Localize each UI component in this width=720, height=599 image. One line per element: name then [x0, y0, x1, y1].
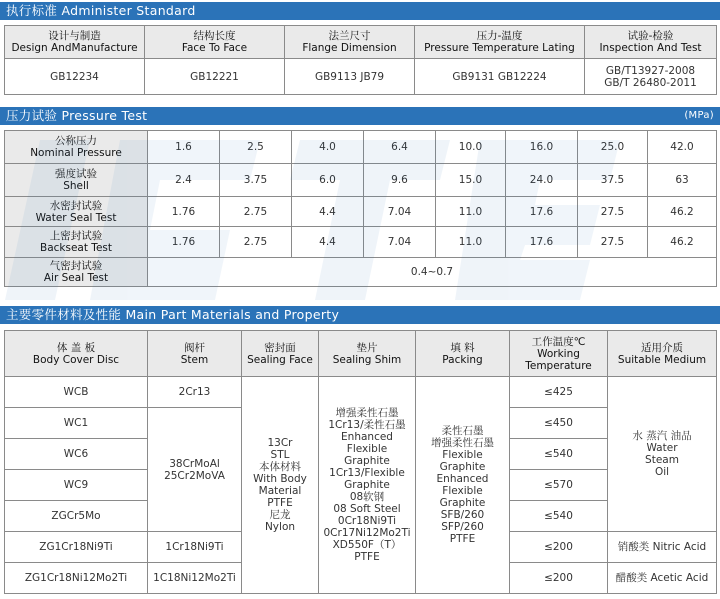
pressure-value-cell	[578, 197, 648, 227]
sealing-face-cell-text: 本体材料	[259, 461, 301, 473]
standard-header-cell-text: Flange Dimension	[302, 42, 397, 54]
standard-header-cell	[415, 26, 585, 59]
working-temp-cell	[510, 532, 608, 563]
pressure-row-label-text: Water Seal Test	[35, 211, 117, 224]
working-temp-cell	[510, 501, 608, 532]
pressure-value-cell	[578, 227, 648, 258]
sealing-shim-cell-text: Graphite	[344, 455, 390, 467]
pressure-row-label-text: Shell	[63, 180, 89, 192]
materials-header-cell-text: Sealing Shim	[332, 353, 402, 366]
standard-header-cell-text: Face To Face	[181, 42, 248, 54]
sealing-face-cell-text: STL	[270, 449, 290, 461]
pressure-value-cell-text: 24.0	[529, 174, 554, 186]
materials-header-cell	[608, 331, 717, 377]
stem-cell-text: 38CrMoAl	[169, 457, 220, 470]
sealing-shim-cell-text: 1Cr13/柔性石墨	[328, 419, 406, 431]
working-temp-cell-text: ≤200	[544, 541, 573, 553]
standard-header-cell-text: 设计与制造	[48, 30, 101, 42]
materials-header-cell-text: Body Cover Disc	[32, 353, 120, 366]
sealing-shim-cell-text: PTFE	[354, 551, 380, 563]
pressure-row-label	[5, 164, 148, 197]
pressure-value-cell-text: 2.75	[243, 205, 268, 218]
air-seal-value-cell	[148, 258, 717, 287]
materials-header-cell	[319, 331, 416, 377]
standard-header-cell	[585, 26, 717, 59]
stem-cell	[148, 408, 242, 532]
pressure-value-cell	[148, 227, 220, 258]
body-material-cell	[5, 532, 148, 563]
working-temp-cell-text: ≤200	[544, 572, 573, 584]
packing-cell-text: Enhanced	[436, 473, 489, 485]
medium-cell-text: 水 蒸汽 油品	[632, 430, 692, 442]
sealing-shim-cell-text: 0Cr17Ni12Mo2Ti	[323, 527, 411, 539]
sealing-shim-cell-text: Flexible	[346, 443, 388, 455]
pressure-value-cell	[506, 197, 578, 227]
standard-value-cell-text: GB9113 JB79	[314, 70, 385, 83]
materials-header-cell-text: 密封面	[264, 341, 296, 354]
table-row	[5, 377, 717, 408]
pressure-value-cell	[220, 164, 292, 197]
pressure-value-cell-text: 2.5	[247, 141, 264, 153]
body-material-cell-text: ZG1Cr18Ni12Mo2Ti	[24, 572, 128, 584]
pressure-value-cell	[436, 197, 506, 227]
body-material-cell	[5, 470, 148, 501]
materials-header-cell-text: Packing	[442, 353, 483, 366]
working-temp-cell	[510, 408, 608, 439]
pressure-value-cell	[292, 227, 364, 258]
stem-cell-text: 1Cr18Ni9Ti	[165, 541, 224, 553]
standard-header-cell-text: 法兰尺寸	[328, 30, 371, 42]
table-row	[5, 197, 717, 227]
stem-cell-text: 1C18Ni12Mo2Ti	[153, 572, 236, 584]
packing-cell-text: Flexible	[442, 449, 483, 461]
section-title-text: 压力试验 Pressure Test	[6, 108, 148, 123]
standard-header-cell-text: Pressure Temperature Lating	[424, 42, 575, 54]
packing-cell-text: SFP/260	[441, 521, 484, 533]
packing-cell-text: SFB/260	[440, 509, 485, 521]
standard-value-cell	[585, 59, 717, 95]
table-header-row	[5, 331, 717, 377]
materials-header-cell	[416, 331, 510, 377]
section-title-pressure	[0, 107, 720, 125]
table-row	[5, 258, 717, 287]
medium-cell	[608, 563, 717, 594]
body-material-cell	[5, 501, 148, 532]
standard-value-cell-text: GB9131 GB12224	[452, 70, 547, 83]
pressure-row-label-text: 气密封试验	[49, 260, 103, 272]
pressure-value-cell	[578, 164, 648, 197]
pressure-value-cell-text: 46.2	[670, 205, 694, 218]
pressure-row-label-text: Backseat Test	[40, 242, 112, 254]
sealing-shim-cell-text: 08 Soft Steel	[333, 503, 401, 515]
standard-header-cell	[5, 26, 145, 59]
materials-header-cell-text: Stem	[180, 353, 209, 366]
sealing-shim-cell-text: Enhanced	[341, 431, 393, 443]
sealing-shim-cell-text: 0Cr18Ni9Ti	[337, 515, 397, 527]
pressure-value-cell	[148, 197, 220, 227]
sealing-face-cell-text: Material	[258, 485, 302, 497]
working-temp-cell-text: ≤450	[544, 417, 573, 429]
working-temp-cell	[510, 563, 608, 594]
standard-header-cell-text: Design AndManufacture	[11, 42, 138, 54]
unit-label: (MPa)	[684, 110, 714, 121]
pressure-row-label	[5, 197, 148, 227]
pressure-value-cell-text: 4.0	[319, 141, 336, 153]
working-temp-cell-text: ≤540	[544, 448, 573, 460]
standard-value-cell-text: GB/T 26480-2011	[604, 76, 697, 89]
packing-cell-text: 柔性石墨	[441, 425, 484, 437]
pressure-value-cell-text: 3.75	[243, 174, 268, 186]
sealing-face-cell	[242, 377, 319, 594]
pressure-value-cell	[220, 227, 292, 258]
medium-cell-text: Water	[646, 442, 678, 454]
pressure-value-cell	[364, 164, 436, 197]
medium-cell	[608, 532, 717, 563]
materials-header-cell-text: Temperature	[525, 359, 592, 372]
pressure-value-cell	[292, 164, 364, 197]
pressure-value-cell-text: 1.6	[175, 141, 192, 153]
pressure-value-cell	[148, 164, 220, 197]
standard-value-cell	[5, 59, 145, 95]
pressure-value-cell	[506, 164, 578, 197]
pressure-value-cell-text: 27.5	[600, 236, 625, 248]
medium-cell-text: 销酸类 Nitric Acid	[617, 541, 707, 553]
pressure-value-cell-text: 42.0	[670, 141, 694, 153]
sealing-shim-cell-text: 1Cr13/Flexible	[329, 467, 405, 479]
materials-header-cell-text: 填 料	[450, 341, 475, 354]
pressure-value-cell-text: 17.6	[529, 236, 554, 248]
materials-header-cell-text: Sealing Face	[247, 353, 313, 366]
medium-cell-text: Steam	[645, 454, 679, 466]
pressure-row-label-text: Nominal Pressure	[30, 147, 122, 159]
pressure-value-cell	[292, 197, 364, 227]
materials-header-cell	[510, 331, 608, 377]
pressure-value-cell	[364, 197, 436, 227]
sealing-face-cell-text: Nylon	[264, 521, 296, 533]
sealing-face-cell-text: 13Cr	[267, 437, 293, 449]
standard-value-cell	[415, 59, 585, 95]
pressure-row-label-text: 水密封试验	[49, 199, 103, 212]
stem-cell	[148, 563, 242, 594]
materials-header-cell-text: 阀杆	[184, 341, 205, 354]
pressure-value-cell-text: 25.0	[600, 141, 625, 153]
pressure-row-label	[5, 258, 148, 287]
body-material-cell	[5, 563, 148, 594]
pressure-table	[4, 130, 717, 287]
table-row	[5, 164, 717, 197]
materials-header-cell-text: 工作温度℃	[531, 335, 586, 348]
section-title-standard	[0, 2, 720, 20]
packing-cell-text: Flexible	[442, 485, 483, 497]
pressure-value-cell-text: 1.76	[171, 236, 196, 248]
body-material-cell	[5, 439, 148, 470]
packing-cell-text: PTFE	[449, 533, 476, 545]
standard-header-cell-text: 试验-检验	[627, 30, 674, 42]
stem-cell	[148, 532, 242, 563]
sealing-face-cell-text: With Body	[253, 473, 307, 485]
pressure-value-cell-text: 2.4	[175, 174, 192, 186]
pressure-value-cell-text: 7.04	[387, 236, 412, 248]
stem-cell	[148, 377, 242, 408]
body-material-cell-text: WC6	[63, 448, 89, 460]
pressure-value-cell-text: 4.4	[319, 236, 336, 248]
medium-cell	[608, 377, 717, 532]
sealing-shim-cell	[319, 377, 416, 594]
pressure-value-cell	[220, 131, 292, 164]
body-material-cell	[5, 408, 148, 439]
pressure-value-cell	[648, 131, 717, 164]
materials-header-cell-text: 垫片	[356, 341, 378, 354]
body-material-cell-text: ZGCr5Mo	[51, 510, 101, 522]
sealing-shim-cell-text: Graphite	[344, 479, 390, 491]
air-seal-value-cell-text: 0.4~0.7	[410, 266, 454, 278]
pressure-value-cell-text: 15.0	[458, 174, 483, 186]
materials-header-cell-text: 体 盖 板	[56, 341, 96, 354]
packing-cell	[416, 377, 510, 594]
medium-cell-text: Oil	[654, 466, 670, 478]
materials-header-cell	[5, 331, 148, 377]
pressure-value-cell	[436, 131, 506, 164]
table-row	[5, 131, 717, 164]
pressure-row-label-text: Air Seal Test	[43, 272, 109, 284]
pressure-value-cell-text: 9.6	[391, 174, 408, 186]
medium-cell-text: 醋酸类 Acetic Acid	[615, 572, 709, 584]
pressure-row-label	[5, 131, 148, 164]
working-temp-cell-text: ≤570	[544, 479, 573, 491]
working-temp-cell	[510, 470, 608, 501]
pressure-value-cell	[506, 227, 578, 258]
pressure-value-cell-text: 11.0	[458, 236, 483, 248]
standard-header-cell	[285, 26, 415, 59]
standard-value-cell-text: GB12221	[190, 70, 239, 83]
pressure-value-cell	[578, 131, 648, 164]
sealing-face-cell-text: PTFE	[267, 497, 293, 509]
materials-header-cell	[148, 331, 242, 377]
body-material-cell-text: ZG1Cr18Ni9Ti	[39, 541, 113, 553]
pressure-value-cell-text: 16.0	[529, 141, 554, 153]
body-material-cell	[5, 377, 148, 408]
pressure-row-label-text: 强度试验	[55, 168, 97, 180]
body-material-cell-text: WC9	[63, 479, 89, 491]
materials-table	[4, 330, 717, 594]
sealing-face-cell-text: 尼龙	[269, 509, 291, 521]
pressure-value-cell-text: 6.0	[319, 174, 336, 186]
pressure-value-cell	[220, 197, 292, 227]
working-temp-cell-text: ≤540	[544, 510, 573, 522]
pressure-value-cell-text: 7.04	[387, 205, 412, 218]
standard-value-cell	[285, 59, 415, 95]
pressure-value-cell	[506, 131, 578, 164]
pressure-value-cell-text: 4.4	[319, 205, 336, 218]
standard-value-cell-text: GB/T13927-2008	[605, 64, 696, 77]
pressure-value-cell-text: 37.5	[600, 174, 625, 186]
pressure-value-cell-text: 27.5	[600, 205, 625, 218]
pressure-row-label	[5, 227, 148, 258]
pressure-value-cell-text: 6.4	[391, 141, 408, 153]
packing-cell-text: Graphite	[439, 461, 486, 473]
materials-header-cell-text: 适用介质	[641, 341, 683, 354]
working-temp-cell	[510, 439, 608, 470]
section-title-text: 主要零件材料及性能 Main Part Materials and Property	[6, 307, 340, 322]
standard-header-cell-text: 压力-温度	[476, 30, 523, 42]
pressure-value-cell-text: 17.6	[529, 205, 554, 218]
stem-cell-text: 2Cr13	[178, 386, 211, 398]
pressure-value-cell-text: 63	[675, 174, 689, 186]
body-material-cell-text: WC1	[63, 417, 89, 429]
pressure-row-label-text: 公称压力	[55, 135, 97, 147]
table-row	[5, 227, 717, 258]
working-temp-cell-text: ≤425	[544, 386, 573, 398]
pressure-value-cell	[648, 164, 717, 197]
pressure-value-cell	[436, 227, 506, 258]
pressure-value-cell-text: 46.2	[670, 236, 694, 248]
pressure-value-cell	[436, 164, 506, 197]
packing-cell-text: Graphite	[439, 497, 486, 509]
pressure-value-cell	[648, 197, 717, 227]
pressure-value-cell	[292, 131, 364, 164]
materials-header-cell-text: Working	[537, 347, 580, 360]
pressure-value-cell	[148, 131, 220, 164]
standard-table	[4, 25, 717, 95]
standard-header-cell	[145, 26, 285, 59]
body-material-cell-text: WCB	[63, 386, 89, 398]
sealing-shim-cell-text: 08软钢	[349, 491, 385, 503]
pressure-row-label-text: 上密封试验	[49, 230, 103, 242]
standard-value-cell	[145, 59, 285, 95]
stem-cell-text: 25Cr2MoVA	[164, 469, 225, 482]
pressure-value-cell-text: 2.75	[243, 236, 268, 248]
working-temp-cell	[510, 377, 608, 408]
pressure-value-cell-text: 11.0	[458, 205, 483, 218]
pressure-value-cell	[648, 227, 717, 258]
pressure-value-cell	[364, 131, 436, 164]
packing-cell-text: 增强柔性石墨	[431, 437, 494, 449]
materials-header-cell	[242, 331, 319, 377]
section-title-materials	[0, 306, 720, 324]
section-title-text: 执行标准 Administer Standard	[6, 3, 196, 18]
standard-header-cell-text: 结构长度	[193, 30, 236, 42]
pressure-value-cell	[364, 227, 436, 258]
standard-header-cell-text: Inspection And Test	[599, 42, 702, 54]
pressure-value-cell-text: 1.76	[171, 205, 196, 218]
pressure-value-cell-text: 10.0	[458, 141, 483, 153]
sealing-shim-cell-text: 增强柔性石墨	[335, 407, 399, 419]
sealing-shim-cell-text: XD550F（T）	[332, 539, 402, 551]
materials-header-cell-text: Suitable Medium	[617, 353, 707, 366]
standard-value-cell-text: GB12234	[50, 70, 99, 83]
